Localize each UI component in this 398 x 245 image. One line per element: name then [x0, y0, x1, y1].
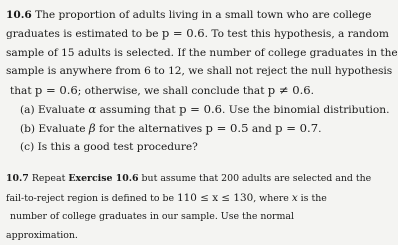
math-beta: β: [88, 121, 96, 136]
math-p-not-equal: p ≠ 0.6: [267, 82, 311, 97]
exercise-10-6-line-4: sample is anywhere from 6 to 12, we shall not reject the null hypothesis: [6, 65, 393, 78]
part-b: (b) Evaluate β for the alternatives p = 0.5 and p = 0.7.: [20, 121, 322, 136]
part-a: (a) Evaluate α assuming that p = 0.6. Use the binomial distribution.: [20, 102, 390, 117]
math-alpha: α: [88, 102, 97, 117]
exercise-10-7-line-3: number of college graduates in our sample. Use the normal: [10, 211, 295, 223]
exercise-reference: Exercise 10.6: [68, 173, 139, 185]
exercise-10-6-line-3: sample of 15 adults is selected. If the number of college graduates in the: [6, 46, 398, 59]
exercise-10-6-line-1: 10.6 The proportion of adults living in a small town who are college: [6, 9, 372, 21]
exercise-number: 10.6: [6, 9, 32, 21]
math-p-equals: p = 0.6: [34, 82, 78, 97]
exercise-10-6: [6, 6, 398, 156]
exercise-10-7-line-4: approximation.: [6, 229, 78, 241]
part-c: (c) Is this a good test procedure?: [20, 141, 198, 154]
math-p-equals: p = 0.6: [161, 26, 205, 41]
exercise-10-7-line-1: 10.7 Repeat Exercise 10.6 but assume that 200 adults are selected and the: [6, 173, 372, 185]
exercise-10-6-line-2: graduates is estimated to be p = 0.6. To test this hypothesis, a random: [6, 26, 389, 41]
exercise-10-7-line-2: fail-to-reject region is defined to be 110 ≤ x ≤ 130, where x is the: [6, 191, 327, 204]
exercise-number: 10.7: [6, 173, 29, 185]
math-region: 110 ≤ x ≤ 130: [177, 191, 254, 204]
exercise-10-7: [6, 170, 372, 245]
exercise-10-6-line-5: that p = 0.6; otherwise, we shall conclude that p ≠ 0.6.: [10, 82, 314, 97]
